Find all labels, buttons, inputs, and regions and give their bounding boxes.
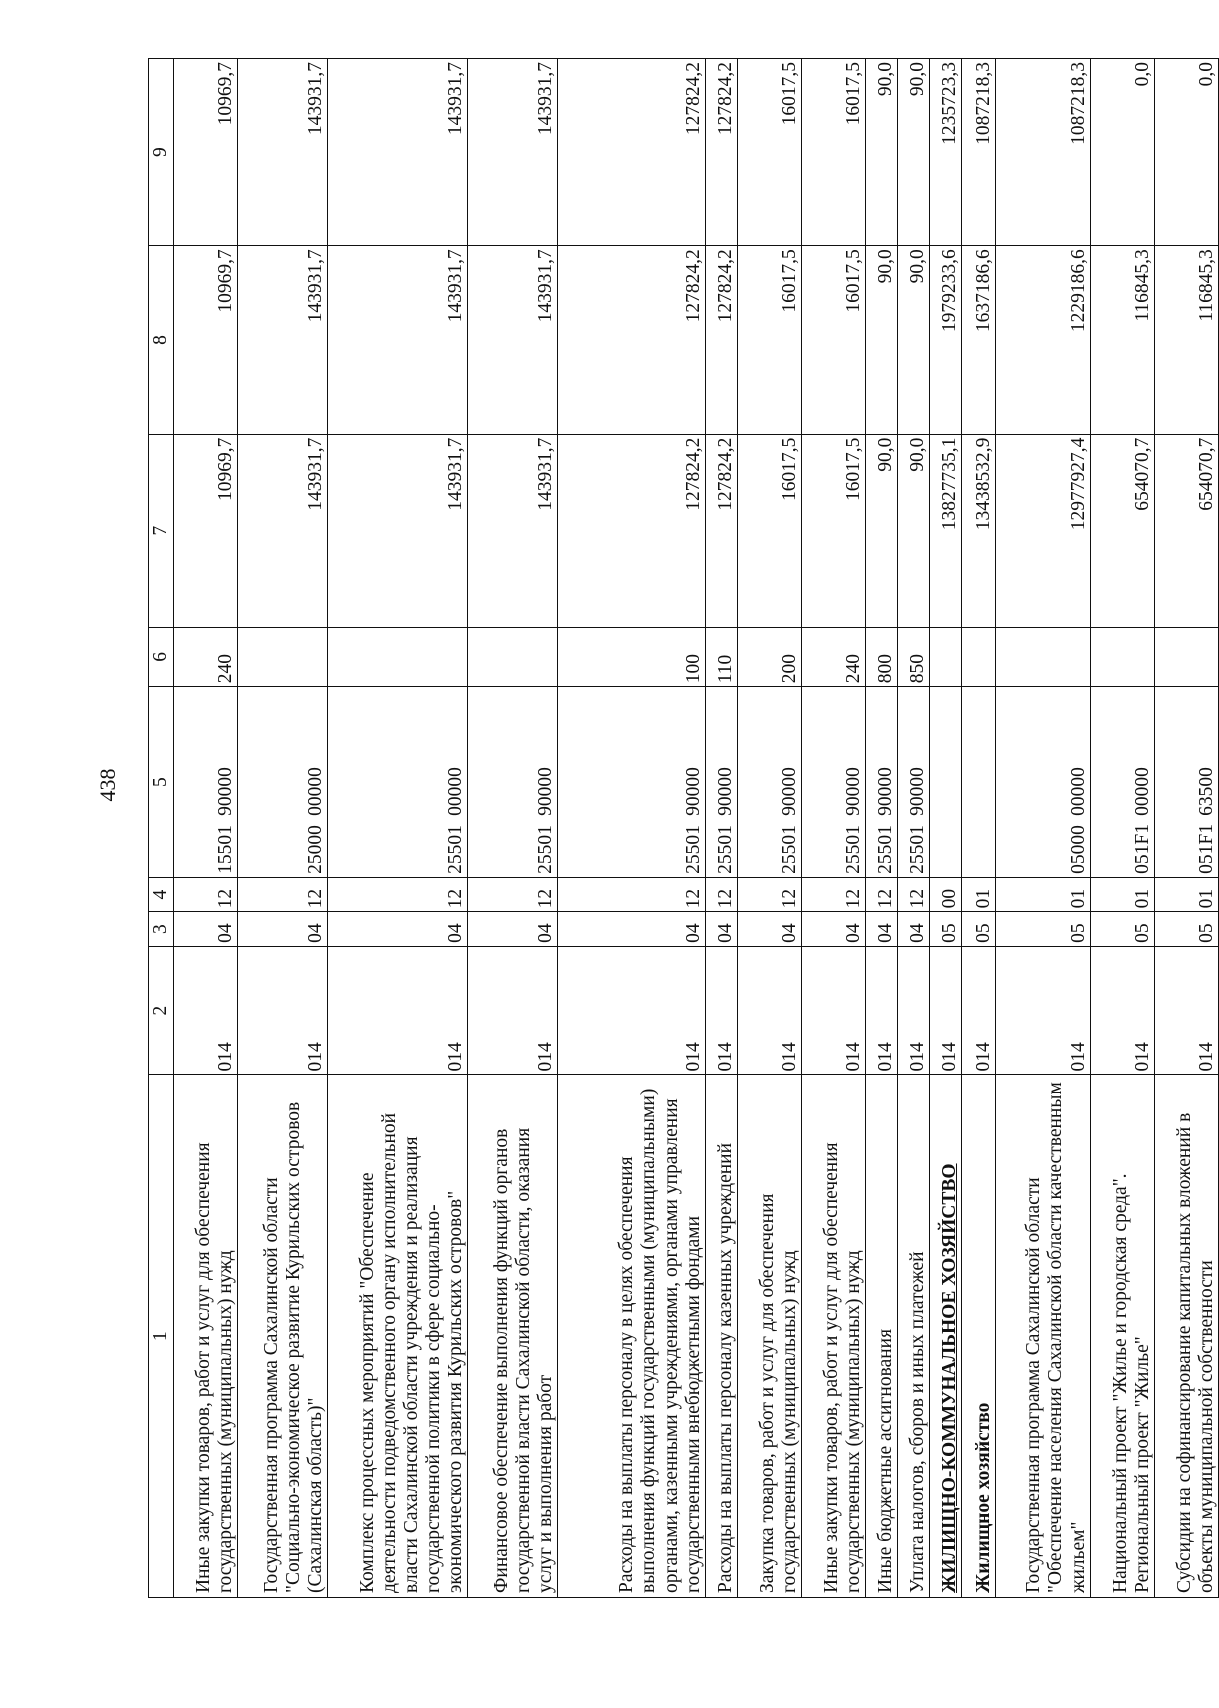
cell-target-article (737, 687, 801, 878)
cell-expense-type: 110 (705, 627, 737, 687)
target-article-program: 15501 (215, 825, 237, 874)
cell-amount-year3: 127824,2 (705, 59, 737, 246)
target-article-direction: 00000 (1067, 767, 1089, 816)
target-article-program: 25501 (714, 825, 736, 874)
cell-section: 04 (328, 912, 468, 946)
cell-amount-year2: 10969,7 (174, 246, 238, 434)
cell-ministry-code: 014 (468, 946, 558, 1075)
target-article-program: 25501 (445, 825, 467, 874)
target-article-program: 05000 (1067, 825, 1089, 874)
rotated-budget-table (148, 58, 1219, 1598)
cell-ministry-code: 014 (557, 946, 705, 1075)
cell-ministry-code: 014 (328, 946, 468, 1075)
cell-subsection: 12 (737, 877, 801, 911)
cell-subsection: 01 (1154, 877, 1218, 911)
row-name: Расходы на выплаты персоналу в целях обеспечения выполнения функций государственными (муниципальными) органами, казенными учреждениями, органами управления государственными внебюджетными фондами (557, 1075, 705, 1598)
table-body (174, 59, 1219, 1598)
target-article-program: 25501 (682, 825, 704, 874)
cell-amount-year2: 16017,5 (801, 246, 865, 434)
row-name: Национальный проект "Жилье и городская среда". Региональный проект "Жилье" (1090, 1075, 1154, 1598)
cell-target-article (1090, 687, 1154, 878)
target-article-direction: 90000 (778, 767, 800, 816)
cell-amount-year3: 0,0 (1090, 59, 1154, 246)
row-name: Иные закупки товаров, работ и услуг для обеспечения государственных (муниципальных) нужд (174, 1075, 238, 1598)
cell-expense-type: 240 (801, 627, 865, 687)
cell-amount-year2: 1979233,6 (930, 246, 962, 434)
cell-amount-year2: 116845,3 (1154, 246, 1218, 434)
target-article-program: 25501 (907, 825, 929, 874)
cell-ministry-code: 014 (996, 946, 1090, 1075)
row-name: Субсидии на софинансирование капитальных вложений в объекты муниципальной собственности (1154, 1075, 1218, 1598)
cell-section: 04 (174, 912, 238, 946)
cell-amount-year1: 10969,7 (174, 434, 238, 627)
cell-expense-type (328, 627, 468, 687)
target-article-direction: 90000 (534, 767, 556, 816)
cell-ministry-code: 014 (898, 946, 930, 1075)
target-article-program: 25501 (875, 825, 897, 874)
cell-expense-type: 240 (174, 627, 238, 687)
cell-section: 05 (1154, 912, 1218, 946)
cell-ministry-code: 014 (1090, 946, 1154, 1075)
cell-amount-year3: 1235723,3 (930, 59, 962, 246)
table-row (898, 59, 930, 1598)
cell-amount-year3: 90,0 (865, 59, 897, 246)
row-name: Закупка товаров, работ и услуг для обеспечения государственных (муниципальных) нужд (737, 1075, 801, 1598)
cell-ministry-code: 014 (801, 946, 865, 1075)
column-header: 8 (149, 246, 174, 434)
cell-target-article (801, 687, 865, 878)
cell-amount-year1: 127824,2 (557, 434, 705, 627)
target-article-program: 051F1 (1131, 824, 1153, 874)
target-article-program: 25501 (842, 825, 864, 874)
cell-ministry-code: 014 (238, 946, 328, 1075)
cell-section: 05 (962, 912, 996, 946)
table-row (962, 59, 996, 1598)
cell-target-article (996, 687, 1090, 878)
cell-expense-type: 200 (737, 627, 801, 687)
cell-target-article (557, 687, 705, 878)
target-article-program: 051F1 (1195, 824, 1217, 874)
column-header: 1 (149, 1075, 174, 1598)
column-header: 9 (149, 59, 174, 246)
table-row (557, 59, 705, 1598)
table-row (328, 59, 468, 1598)
cell-expense-type: 800 (865, 627, 897, 687)
cell-section: 04 (468, 912, 558, 946)
cell-target-article (174, 687, 238, 878)
cell-section: 05 (996, 912, 1090, 946)
target-article-direction: 00000 (1131, 767, 1153, 816)
cell-target-article (705, 687, 737, 878)
target-article-direction: 00000 (445, 767, 467, 816)
cell-amount-year2: 90,0 (865, 246, 897, 434)
cell-amount-year1: 90,0 (898, 434, 930, 627)
cell-expense-type (996, 627, 1090, 687)
cell-subsection: 12 (238, 877, 328, 911)
target-article-program: 25501 (534, 825, 556, 874)
cell-amount-year3: 127824,2 (557, 59, 705, 246)
header-row (149, 59, 174, 1598)
target-article-program: 25501 (778, 825, 800, 874)
target-article-direction: 90000 (215, 767, 237, 816)
cell-amount-year2: 16017,5 (737, 246, 801, 434)
cell-amount-year1: 13438532,9 (962, 434, 996, 627)
table-row (174, 59, 238, 1598)
cell-amount-year2: 143931,7 (468, 246, 558, 434)
table-row (1154, 59, 1218, 1598)
cell-subsection: 12 (328, 877, 468, 911)
cell-target-article (328, 687, 468, 878)
page-number: 438 (95, 768, 120, 802)
cell-section: 04 (898, 912, 930, 946)
target-article-direction: 00000 (304, 767, 326, 816)
cell-subsection: 01 (1090, 877, 1154, 911)
target-article-direction: 90000 (842, 767, 864, 816)
cell-section: 05 (930, 912, 962, 946)
column-header: 5 (149, 687, 174, 878)
cell-amount-year3: 143931,7 (468, 59, 558, 246)
cell-amount-year1: 12977927,4 (996, 434, 1090, 627)
row-name: Государственная программа Сахалинской области "Обеспечение населения Сахалинской области качественным жильем" (996, 1075, 1090, 1598)
cell-expense-type (1090, 627, 1154, 687)
cell-amount-year1: 143931,7 (328, 434, 468, 627)
table-row (930, 59, 962, 1598)
target-article-direction: 90000 (875, 767, 897, 816)
cell-subsection: 00 (930, 877, 962, 911)
cell-section: 04 (705, 912, 737, 946)
cell-subsection: 01 (996, 877, 1090, 911)
cell-amount-year2: 127824,2 (557, 246, 705, 434)
cell-expense-type (238, 627, 328, 687)
column-header: 7 (149, 434, 174, 627)
cell-amount-year1: 16017,5 (737, 434, 801, 627)
cell-amount-year3: 1087218,3 (996, 59, 1090, 246)
cell-amount-year1: 654070,7 (1154, 434, 1218, 627)
cell-amount-year2: 143931,7 (328, 246, 468, 434)
row-name: Комплекс процессных мероприятий "Обеспечение деятельности подведомственного органу исполнительной власти Сахалинской области учреждения и реализация государственной политики в сфере социально-экономического развития Курильских островов" (328, 1075, 468, 1598)
cell-amount-year2: 127824,2 (705, 246, 737, 434)
cell-amount-year3: 1087218,3 (962, 59, 996, 246)
cell-amount-year1: 654070,7 (1090, 434, 1154, 627)
cell-expense-type (930, 627, 962, 687)
row-name: Жилищное хозяйство (962, 1075, 996, 1598)
cell-amount-year2: 90,0 (898, 246, 930, 434)
column-header: 2 (149, 946, 174, 1075)
table-row (801, 59, 865, 1598)
table-row (238, 59, 328, 1598)
row-name: Государственная программа Сахалинской области "Социально-экономическое развитие Курильских островов (Сахалинская область)" (238, 1075, 328, 1598)
cell-section: 04 (865, 912, 897, 946)
cell-subsection: 01 (962, 877, 996, 911)
cell-subsection: 12 (705, 877, 737, 911)
cell-ministry-code: 014 (930, 946, 962, 1075)
table-row (996, 59, 1090, 1598)
column-header: 4 (149, 877, 174, 911)
cell-amount-year1: 16017,5 (801, 434, 865, 627)
cell-ministry-code: 014 (705, 946, 737, 1075)
cell-section: 05 (1090, 912, 1154, 946)
cell-target-article (865, 687, 897, 878)
cell-subsection: 12 (557, 877, 705, 911)
cell-amount-year2: 116845,3 (1090, 246, 1154, 434)
cell-amount-year1: 13827735,1 (930, 434, 962, 627)
cell-subsection: 12 (468, 877, 558, 911)
cell-amount-year1: 143931,7 (238, 434, 328, 627)
cell-subsection: 12 (801, 877, 865, 911)
cell-ministry-code: 014 (174, 946, 238, 1075)
cell-subsection: 12 (898, 877, 930, 911)
cell-amount-year2: 143931,7 (238, 246, 328, 434)
column-header: 6 (149, 627, 174, 687)
cell-subsection: 12 (865, 877, 897, 911)
cell-amount-year3: 90,0 (898, 59, 930, 246)
cell-ministry-code: 014 (1154, 946, 1218, 1075)
target-article-direction: 90000 (714, 767, 736, 816)
cell-target-article (468, 687, 558, 878)
row-name: ЖИЛИЩНО-КОММУНАЛЬНОЕ ХОЗЯЙСТВО (930, 1075, 962, 1598)
row-name: Иные бюджетные ассигнования (865, 1075, 897, 1598)
column-header: 3 (149, 912, 174, 946)
row-name: Расходы на выплаты персоналу казенных учреждений (705, 1075, 737, 1598)
cell-expense-type: 100 (557, 627, 705, 687)
table-row (468, 59, 558, 1598)
cell-amount-year3: 143931,7 (328, 59, 468, 246)
target-article-direction: 90000 (682, 767, 704, 816)
cell-expense-type: 850 (898, 627, 930, 687)
cell-amount-year2: 1637186,6 (962, 246, 996, 434)
budget-table (148, 58, 1219, 1598)
cell-subsection: 12 (174, 877, 238, 911)
cell-amount-year3: 16017,5 (801, 59, 865, 246)
cell-amount-year1: 143931,7 (468, 434, 558, 627)
cell-expense-type (468, 627, 558, 687)
cell-target-article (238, 687, 328, 878)
target-article-direction: 90000 (907, 767, 929, 816)
cell-section: 04 (557, 912, 705, 946)
table-row (865, 59, 897, 1598)
cell-ministry-code: 014 (962, 946, 996, 1075)
cell-target-article (898, 687, 930, 878)
cell-target-article (962, 687, 996, 878)
cell-amount-year1: 127824,2 (705, 434, 737, 627)
cell-amount-year3: 143931,7 (238, 59, 328, 246)
table-row (1090, 59, 1154, 1598)
cell-target-article (930, 687, 962, 878)
table-row (737, 59, 801, 1598)
table-row (705, 59, 737, 1598)
row-name: Финансовое обеспечение выполнения функций органов государственной власти Сахалинской области, оказания услуг и выполнения работ (468, 1075, 558, 1598)
cell-amount-year2: 1229186,6 (996, 246, 1090, 434)
cell-ministry-code: 014 (865, 946, 897, 1075)
row-name: Уплата налогов, сборов и иных платежей (898, 1075, 930, 1598)
row-name: Иные закупки товаров, работ и услуг для обеспечения государственных (муниципальных) нужд (801, 1075, 865, 1598)
cell-amount-year3: 10969,7 (174, 59, 238, 246)
target-article-direction: 63500 (1195, 767, 1217, 816)
cell-ministry-code: 014 (737, 946, 801, 1075)
cell-section: 04 (737, 912, 801, 946)
cell-target-article (1154, 687, 1218, 878)
target-article-program: 25000 (304, 825, 326, 874)
cell-section: 04 (238, 912, 328, 946)
cell-amount-year3: 16017,5 (737, 59, 801, 246)
cell-amount-year3: 0,0 (1154, 59, 1218, 246)
cell-amount-year1: 90,0 (865, 434, 897, 627)
cell-expense-type (1154, 627, 1218, 687)
cell-section: 04 (801, 912, 865, 946)
cell-expense-type (962, 627, 996, 687)
